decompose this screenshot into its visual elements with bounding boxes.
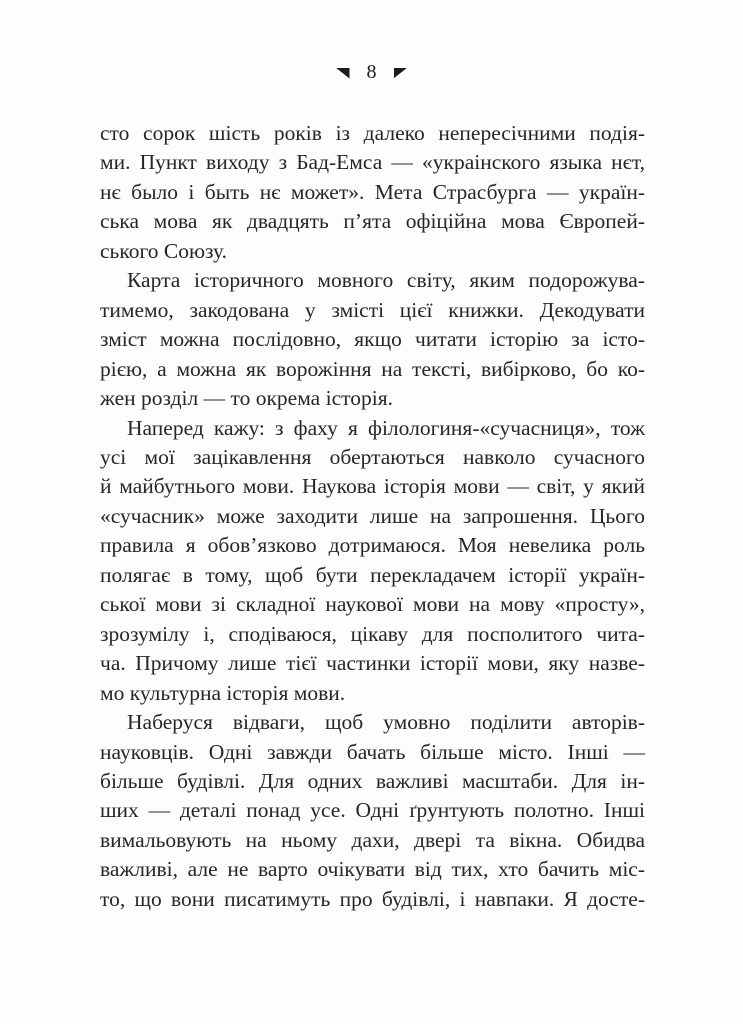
text-line: більше будівлі. Для одних важливі масштаби. Для ін- [100, 768, 645, 793]
text-line: ського Союзу. [100, 238, 228, 263]
text-line: ших — деталі понад усе. Одні ґрунтують полотно. Інші [100, 798, 645, 823]
text-line: й майбутнього мови. Наукова історія мови — світ, у який [100, 474, 645, 499]
text-line: зрозумілу і, сподіваюся, цікаву для посполитого чита- [100, 621, 645, 646]
text-line: ської мови зі складної наукової мови на мову «просту», [100, 592, 645, 617]
text-line: то, що вони писатимуть про будівлі, і навпаки. Я досте- [100, 886, 645, 911]
text-line: правила я обов’язково дотримаюся. Моя невелика роль [100, 533, 645, 558]
text-line: нє было і быть нє может». Мета Страсбурга — україн- [100, 179, 645, 204]
ornament-triangle-right-icon [394, 68, 408, 79]
paragraph [100, 414, 645, 709]
text-line: «сучасник» може заходити лише на запрошення. Цього [100, 503, 645, 528]
ornament-triangle-left-icon [336, 68, 350, 79]
paragraph [100, 708, 645, 914]
text-line: усі мої зацікавлення обертаються навколо сучасного [100, 444, 645, 469]
text-line: Карта історичного мовного світу, яким подорожува- [127, 268, 645, 293]
page-number: 8 [366, 61, 377, 83]
text-line: важливі, але не варто очікувати від тих, хто бачить міс- [100, 857, 645, 882]
text-block [100, 119, 645, 914]
paragraph [100, 266, 645, 413]
text-line: полягає в тому, щоб бути перекладачем історії україн- [100, 562, 645, 587]
text-line: сто сорок шість років із далеко непересічними подія- [100, 121, 645, 145]
text-line: зміст можна послідовно, якщо читати історію за істо- [100, 327, 645, 352]
text-line: ча. Причому лише тієї частинки історії мови, яку назве- [100, 651, 645, 676]
text-line: Наберуся відваги, щоб умовно поділити авторів- [127, 710, 645, 735]
text-line: вимальовують на ньому дахи, двері та вікна. Обидва [100, 827, 645, 852]
text-line: ми. Пункт виходу з Бад-Емса — «украінского языка нєт, [100, 150, 645, 175]
text-line: ська мова як двадцять п’ята офіційна мова Європей- [100, 209, 645, 234]
text-line: тимемо, закодована у змісті цієї книжки. Декодувати [100, 297, 645, 322]
page-header [0, 62, 743, 82]
text-line: мо культурна історія мови. [100, 680, 346, 705]
text-line: Наперед кажу: з фаху я філологиня-«сучасниця», тож [127, 415, 645, 440]
text-line: жен розділ — то окрема історія. [100, 386, 393, 411]
text-line: рією, а можна як ворожіння на тексті, вибірково, бо ко- [100, 356, 645, 381]
text-line: науковців. Одні завжди бачать більше місто. Інші — [100, 739, 645, 764]
paragraph [100, 119, 645, 266]
